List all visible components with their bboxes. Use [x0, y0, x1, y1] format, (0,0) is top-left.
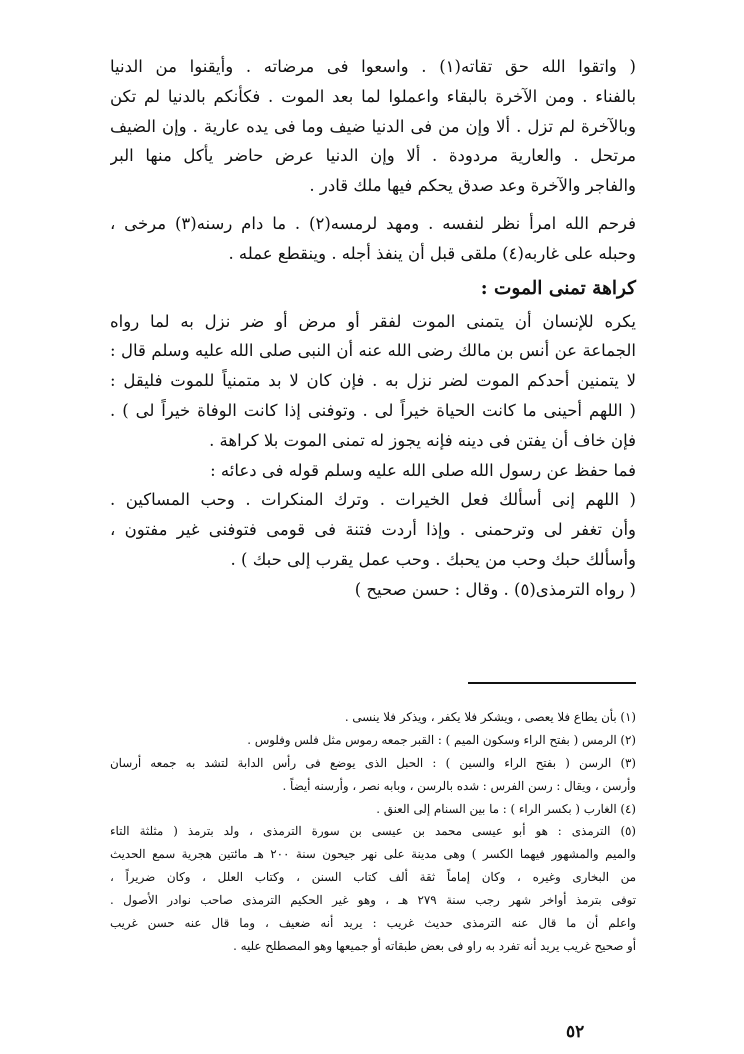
- text-line: فما حفظ عن رسول الله صلى الله عليه وسلم قوله فى دعائه :: [210, 460, 636, 480]
- footnote-line: توفى بترمذ أواخر شهر رجب سنة ٢٧٩ هـ ، وهو غير الحكيم الترمذى صاحب نوادر الأصول .: [110, 893, 636, 908]
- text-line: مرتحل . والعارية مردودة . ألا وإن الدنيا عرض حاضر يأكل منها البر: [110, 146, 636, 166]
- text-line: ( رواه الترمذى(٥) . وقال : حسن صحيح ): [354, 579, 636, 599]
- section-body: [110, 307, 636, 605]
- footnote-line: من البخارى وغيره ، وكان إماماً ثقة ألف كتاب السنن ، وكتاب العلل ، وكان ضريراً ،: [110, 870, 636, 885]
- text-line: فإن خاف أن يفتن فى دينه فإنه يجوز له تمنى الموت بلا كراهة .: [209, 430, 636, 450]
- text-line: لا يتمنين أحدكم الموت لضر نزل به . فإن كان لا بد متمنياً للموت فليقل :: [110, 371, 636, 391]
- footnote-line: أو صحيح غريب يريد أنه تفرد به راو فى بعض طبقاته أو جميعها وهو المصطلح عليه .: [233, 938, 636, 953]
- text-line: وأن تغفر لى وترحمنى . وإذا أردت فتنة فى قومى فتوفنى غير مفتون ،: [110, 520, 636, 540]
- footnote-line: (٢) الرمس ( بفتح الراء وسكون الميم ) : القبر جمعه رموس مثل فلس وفلوس .: [247, 732, 636, 747]
- text-line: ( اللهم أحينى ما كانت الحياة خيراً لى . وتوفنى إذا كانت الوفاة خيراً لى ) .: [110, 400, 636, 420]
- text-line: الجماعة عن أنس بن مالك رضى الله عنه أن النبى صلى الله عليه وسلم قال :: [110, 341, 636, 361]
- paragraph-1: [110, 52, 636, 201]
- page-number: ٥٢: [566, 1022, 585, 1042]
- footnote-line: واعلم أن ما قال عنه الترمذى حديث غريب : يريد أنه ضعيف ، وما قال عنه حسن غريب: [110, 916, 636, 931]
- footnotes: [110, 706, 636, 958]
- text-line: والفاجر والآخرة وعد صدق يحكم فيها ملك قادر .: [309, 176, 636, 196]
- section-heading: كراهة تمنى الموت :: [480, 277, 636, 299]
- text-line: بالفناء . ومن الآخرة بالبقاء واعملوا لما بعد الموت . فكأنكم بالدنيا لم تكن: [110, 86, 636, 106]
- text-line: ( واتقوا الله حق تقاته(١) . واسعوا فى مرضاته . وأيقنوا من الدنيا: [110, 57, 636, 76]
- text-line: ( اللهم إنى أسألك فعل الخيرات . وترك المنكرات . وحب المساكين .: [110, 490, 636, 510]
- footnote-line: (٣) الرسن ( بفتح الراء والسين ) : الحبل الذى يوضع فى رأس الدابة لتشد به جمعه أرسان: [110, 755, 636, 770]
- footnote-separator: [468, 682, 636, 684]
- footnote-line: والميم والمشهور فيهما الكسر ) وهى مدينة على نهر جيحون سنة ٢٠٠ هـ مائتين هجرية سمع الحديث: [110, 847, 636, 862]
- footnote-line: (١) بأن يطاع فلا يعصى ، ويشكر فلا يكفر ، ويذكر فلا ينسى .: [344, 710, 636, 724]
- footnote-line: وأرسن ، ويقال : رسن الفرس : شده بالرسن ، وبابه نصر ، وأرسنه أيضاً .: [282, 778, 636, 793]
- paragraph-2: [110, 209, 636, 269]
- main-text: [110, 52, 636, 605]
- footnote-line: (٤) الغارب ( بكسر الراء ) : ما بين السنام إلى العنق .: [376, 801, 636, 816]
- text-line: وأسألك حبك وحب من يحبك . وحب عمل يقرب إلى حبك ) .: [230, 549, 636, 569]
- footnote-line: (٥) الترمذى : هو أبو عيسى محمد بن عيسى بن سورة الترمذى ، ولد بترمذ ( مثلثة التاء: [110, 824, 636, 839]
- text-line: فرحم الله امرأ نظر لنفسه . ومهد لرمسه(٢) . ما دام رسنه(٣) مرخى ،: [110, 213, 636, 233]
- text-line: وبالآخرة لم تزل . ألا وإن من فى الدنيا ضيف وما فى يده عارية . وإن الضيف: [110, 116, 636, 136]
- text-line: وحبله على غاربه(٤) ملقى قبل أن ينفذ أجله . وينقطع عمله .: [228, 243, 636, 263]
- text-line: يكره للإنسان أن يتمنى الموت لفقر أو مرض أو ضر نزل به لما رواه: [110, 311, 636, 331]
